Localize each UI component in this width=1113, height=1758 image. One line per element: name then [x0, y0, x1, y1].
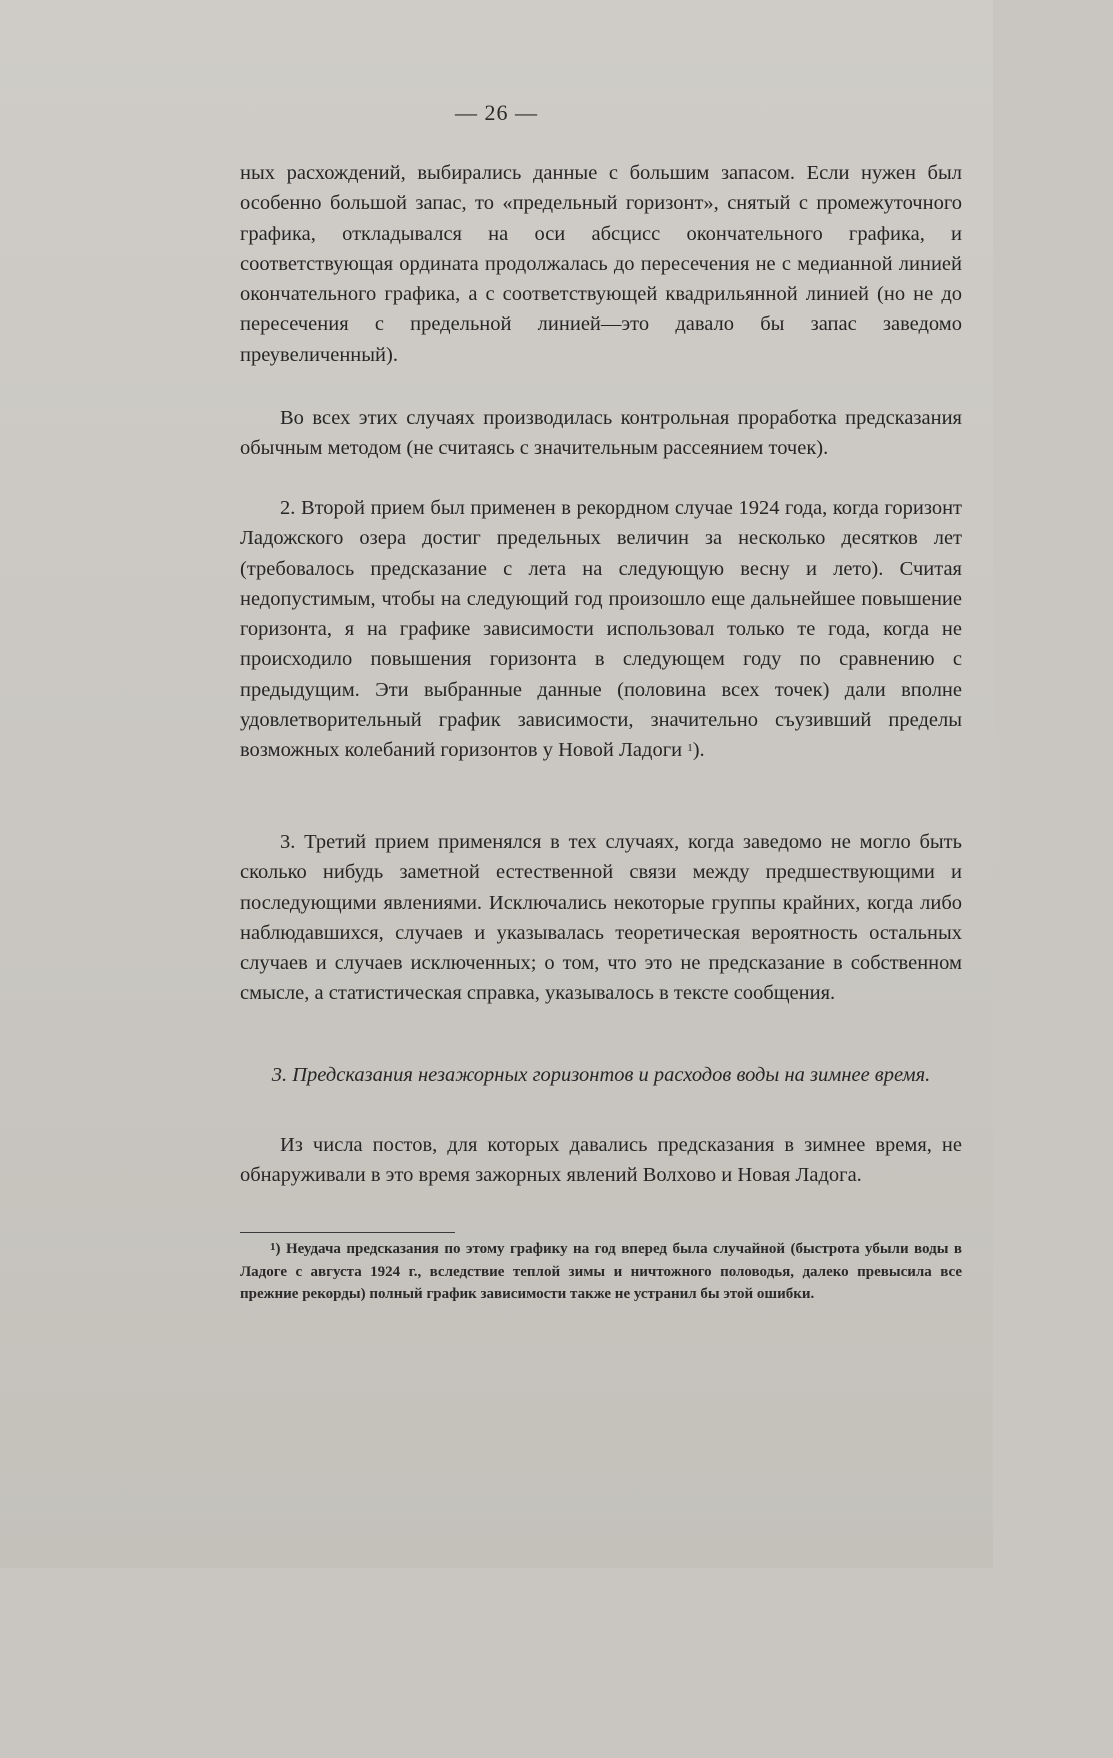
paragraph-text [240, 493, 962, 766]
paragraph-third-method [240, 827, 962, 1009]
section-paragraph [240, 1130, 962, 1191]
paragraph-control-check [240, 403, 962, 464]
section-heading: 3. Предсказания незажорных горизонтов и расходов воды на зимнее время. [271, 1064, 931, 1086]
paragraph-body: 2. Второй прием был применен в рекордном случае 1924 года, когда горизонт Ладожского озера достиг предельных величин за несколько десятков лет (требовалось предсказание с лета на следующую весну и лето). Считая недопустимым, чтобы на следующий год произошло еще дальнейшее повышение горизонта, я на графике зависимости использовал только те года, когда не происходило повышения горизонта в следующем году по сравнению с предыдущим. Эти выбранные данные (половина всех точек) дали вполне удовлетворительный график зависимости, значительно съузивший пределы возможных колебаний горизонтов у Новой Ладоги [240, 497, 962, 762]
page-number: — 26 — [455, 100, 538, 125]
paragraph-text: Во всех этих случаях производилась контрольная проработка предсказания обычным методом (не считаясь с значительным рассеянием точек). [240, 407, 962, 460]
footnote-divider [240, 1232, 455, 1233]
footnote-body: Неудача предсказания по этому графику на год вперед была случайной (быстрота убыли воды в Ладоге с августа 1924 г., вследствие теплой зимы и ничтожного половодья, далеко превысила все прежние рекорды) полный график зависимости также не устранил бы этой ошибки. [240, 1241, 962, 1302]
paragraph-second-method [240, 493, 962, 766]
paragraph-continuation [240, 158, 962, 370]
paragraph-text: 3. Третий прием применялся в тех случаях, когда заведомо не могло быть сколько нибудь заметной естественной связи между предшествующими и последующими явлениями. Исключались некоторые группы крайних, когда либо наблюдавшихся, случаев и указывалась теоретическая вероятность остальных случаев и случаев исключенных; о том, что это не предсказание в собственном смысле, а статистическая справка, указывалось в тексте сообщения. [240, 831, 962, 1005]
paragraph-tail: ). [692, 739, 705, 762]
footnote-reference: 1 [687, 742, 693, 755]
footnote-marker: 1 [270, 1241, 276, 1253]
paragraph-text: Из числа постов, для которых давались предсказания в зимнее время, не обнаруживали в это время зажорных явлений Волхово и Новая Ладога. [240, 1134, 962, 1187]
footnote [240, 1238, 962, 1306]
footnote-text: $^1$) Неудача предсказания по этому графику на год вперед была случайной (быстрота убыли воды в Ладоге с августа 1924 г., вследствие теплой зимы и ничтожного половодья, далеко превысила все прежние рекорды) полный график зависимости также не устранил бы этой ошибки. [240, 1241, 962, 1302]
paragraph-text: ных расхождений, выбирались данные с большим запасом. Если нужен был особенно большой запас, то «предельный горизонт», снятый с промежуточного графика, откладывался на оси абсцисс окончательного графика, и соответствующая ордината продолжалась до пересечения не с медианной линией окончательного графика, а с соответствующей квадрильянной линией (но не до пересечения с предельной линией—это давало бы запас заведомо преувеличенный). [240, 162, 962, 366]
